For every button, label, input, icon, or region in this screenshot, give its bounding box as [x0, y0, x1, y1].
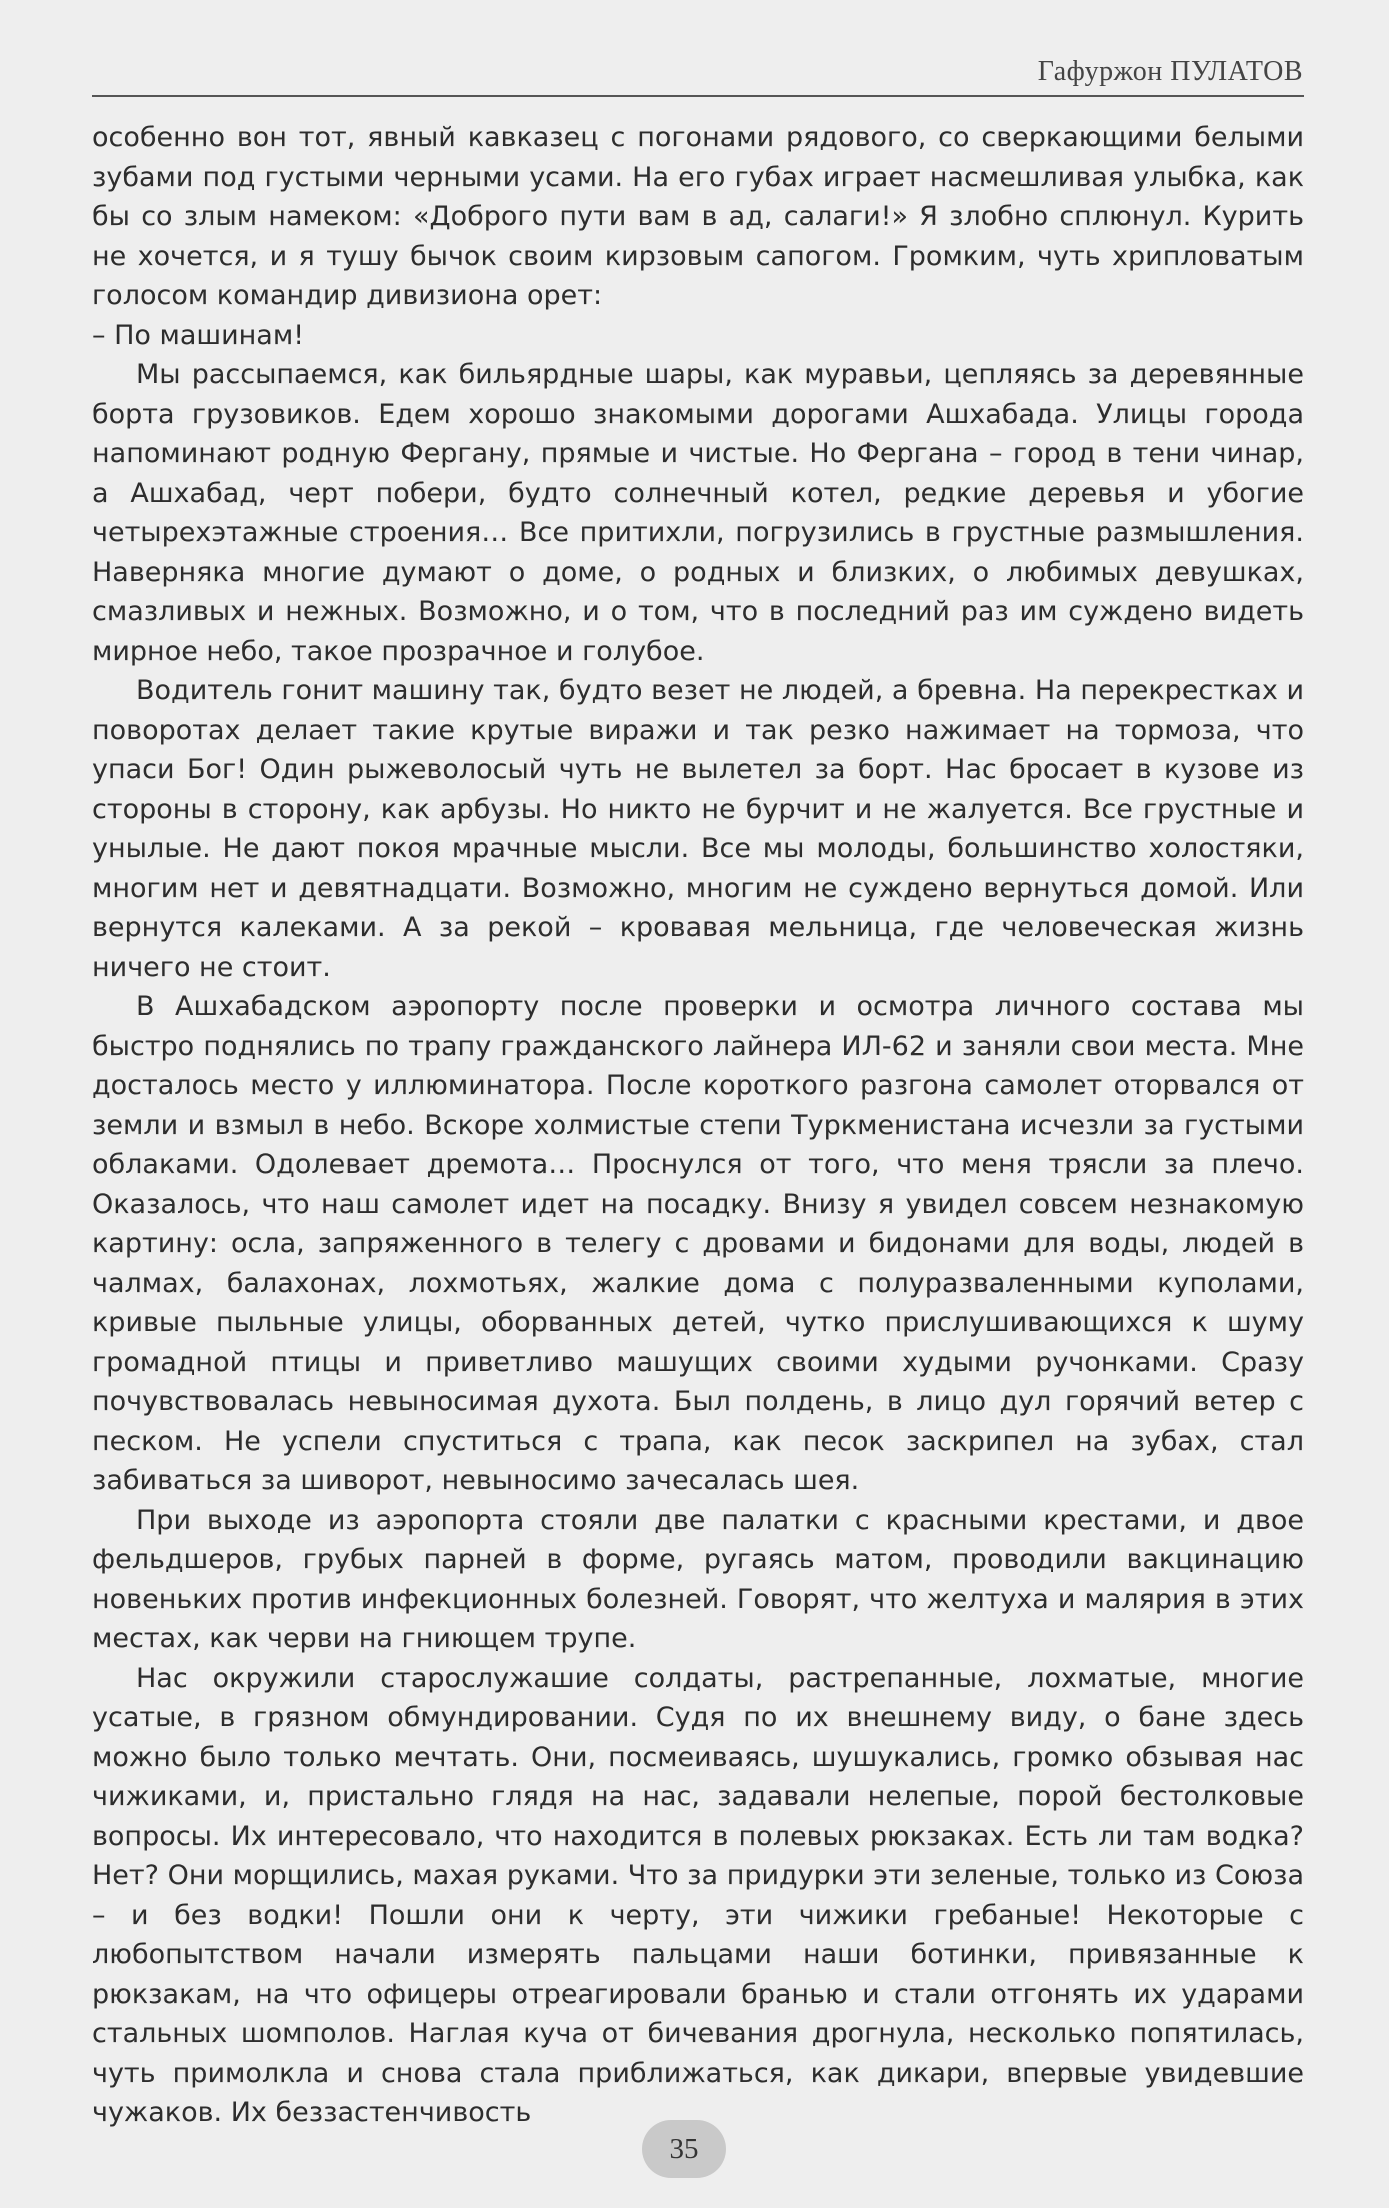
page-number: 35 — [669, 2132, 699, 2165]
body-text — [92, 118, 1304, 2133]
paragraph: Нас окружили старослужашие солдаты, растрепанные, лохматые, многие усатые, в грязном обмундировании. Судя по их внешнему виду, о бане здесь можно было только мечтать. Они, посмеиваясь, шушукались, громко обзывая нас чижиками, и, пристально глядя на нас, задавали нелепые, порой бестолковые вопросы. Их интересовало, что находится в полевых рюкзаках. Есть ли там водка? Нет? Они морщились, махая руками. Что за придурки эти зеленые, только из Союза – и без водки! Пошли они к черту, эти чижики гребаные! Некоторые с любопытством начали измерять пальцами наши ботинки, привязанные к рюкзакам, на что офицеры отреагировали бранью и стали отгонять их ударами стальных шомполов. Наглая куча от бичевания дрогнула, несколько попятилась, чуть примолкла и снова стала приближаться, как дикари, впервые увидевшие чужаков. Их беззастенчивость — [92, 1662, 1304, 2128]
paragraph: При выходе из аэропорта стояли две палатки с красными крестами, и двое фельдшеров, грубых парней в форме, ругаясь матом, проводили вакцинацию новеньких против инфекционных болезней. Говорят, что желтуха и малярия в этих местах, как черви на гниющем трупе. — [92, 1504, 1304, 1654]
running-head: Гафуржон ПУЛАТОВ — [1037, 56, 1303, 87]
paragraph: Мы рассыпаемся, как бильярдные шары, как муравьи, цепляясь за деревянные борта грузовиков. Едем хорошо знакомыми дорогами Ашхабада. Улицы города напоминают родную Фергану, прямые и чистые. Но Фергана – город в тени чинар, а Ашхабад, черт побери, будто солнечный котел, редкие деревья и убогие четырехэтажные строения… Все притихли, погрузились в грустные размышления. Наверняка многие думают о доме, о родных и близких, о любимых девушках, смазливых и нежных. Возможно, и о том, что в последний раз им суждено видеть мирное небо, такое прозрачное и голубое. — [92, 359, 1304, 667]
dialog-line: – По машинам! — [92, 319, 305, 351]
page-number-badge — [642, 2120, 726, 2178]
paragraph: Водитель гонит машину так, будто везет не людей, а бревна. На перекрестках и поворотах делает такие крутые виражи и так резко нажимает на тормоза, что упаси Бог! Один рыжеволосый чуть не вылетел за борт. Нас бросает в кузове из стороны в сторону, как арбузы. Но никто не бурчит и не жалуется. Все грустные и унылые. Не дают покоя мрачные мысли. Все мы молоды, большинство холостяки, многим нет и девятнадцати. Возможно, многим не суждено вернуться домой. Или вернутся калеками. А за рекой – кровавая мельница, где человеческая жизнь ничего не стоит. — [92, 675, 1304, 983]
paragraph: особенно вон тот, явный кавказец с погонами рядового, со сверкающими белыми зубами под густыми черными усами. На его губах играет насмешливая улыбка, как бы со злым намеком: «Доброго пути вам в ад, салаги!» Я злобно сплюнул. Курить не хочется, и я тушу бычок своим кирзовым сапогом. Громким, чуть хрипловатым голосом командир дивизиона орет: — [92, 122, 1304, 311]
header-rule — [92, 95, 1304, 97]
paragraph: В Ашхабадском аэропорту после проверки и осмотра личного состава мы быстро поднялись по трапу гражданского лайнера ИЛ-62 и заняли свои места. Мне досталось место у иллюминатора. После короткого разгона самолет оторвался от земли и взмыл в небо. Вскоре холмистые степи Туркменистана исчезли за густыми облаками. Одолевает дремота… Проснулся от того, что меня трясли за плечо. Оказалось, что наш самолет идет на посадку. Внизу я увидел совсем незнакомую картину: осла, запряженного в телегу с дровами и бидонами для воды, людей в чалмах, балахонах, лохмотьях, жалкие дома с полуразваленными куполами, кривые пыльные улицы, оборванных детей, чутко прислушивающихся к шуму громадной птицы и приветливо машущих своими худыми ручонками. Сразу почувствовалась невыносимая духота. Был полдень, в лицо дул горячий ветер с песком. Не успели спуститься с трапа, как песок заскрипел на зубах, стал забиваться за шиворот, невыносимо зачесалась шея. — [92, 991, 1304, 1496]
